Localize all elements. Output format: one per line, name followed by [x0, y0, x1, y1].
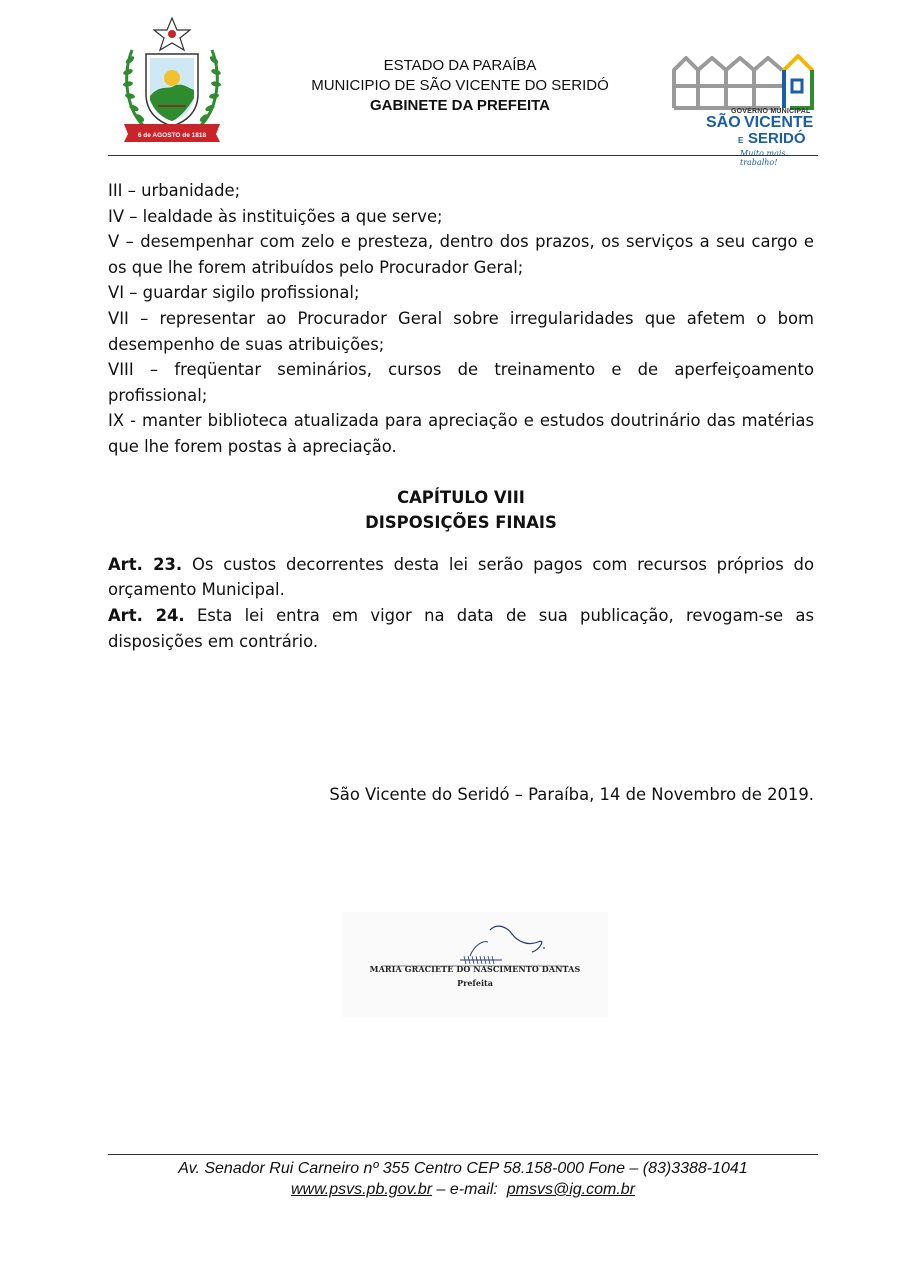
signatory-role: Prefeita: [457, 978, 493, 988]
header-office: GABINETE DA PREFEITA: [369, 97, 550, 114]
header-divider: [108, 155, 818, 156]
signatory-name: MARIA GRACIETE DO NASCIMENTO DANTAS: [369, 964, 581, 974]
article-text: Os custos decorrentes desta lei serão pagos com recursos próprios do orçamento Municipal.: [108, 554, 814, 600]
logo-slogan: Muito mais trabalho!: [740, 149, 786, 167]
email-separator: – e-mail:: [432, 1181, 507, 1198]
chapter-title: DISPOSIÇÕES FINAIS: [365, 513, 557, 533]
signature-block: [342, 912, 608, 1018]
date-place-line: São Vicente do Seridó – Paraíba, 14 de Novembro de 2019.: [329, 785, 814, 804]
logo-name-serido: SERIDÓ: [748, 130, 806, 147]
article-text: Esta lei entra em vigor na data de sua publicação, revogam-se as disposições em contrário.: [108, 605, 814, 651]
article-label: Art. 24.: [108, 605, 185, 625]
logo-government-label: GOVERNO MUNICIPAL: [731, 108, 811, 115]
email-link[interactable]: pmsvs@ig.com.br: [506, 1181, 636, 1198]
coat-of-arms-icon: [116, 16, 228, 144]
footer-divider: [108, 1154, 818, 1155]
houses-icon: [668, 50, 818, 110]
logo-name-e: E: [738, 136, 744, 145]
article-label: Art. 23.: [108, 554, 183, 574]
list-item: IV – lealdade às instituições a que serve;: [108, 206, 443, 226]
list-item: VII – representar ao Procurador Geral sobre irregularidades que afetem o bom desempenho de suas atribuições;: [108, 308, 814, 354]
list-item: VIII – freqüentar seminários, cursos de treinamento e de aperfeiçoamento profissional;: [108, 360, 814, 405]
logo-name-vicente: VICENTE: [744, 114, 814, 131]
list-item: III – urbanidade;: [108, 181, 241, 200]
list-item: V – desempenhar com zelo e presteza, dentro dos prazos, os serviços a seu cargo e os que lhe forem atribuídos pelo Procurador Geral;: [108, 232, 814, 277]
letterhead-title: [250, 56, 670, 116]
website-link[interactable]: www.psvs.pb.gov.br: [290, 1181, 433, 1198]
coat-of-arms: [116, 16, 228, 144]
header-state: ESTADO DA PARAÍBA: [383, 57, 537, 74]
handwritten-signature-icon: [342, 912, 608, 972]
logo-name-sao: SÃO: [706, 114, 741, 131]
ribbon-text: 6 de AGOSTO de 1818: [137, 132, 207, 139]
footer-address: Av. Senador Rui Carneiro nº 355 Centro CEP 58.158-000 Fone – (83)3388-1041: [178, 1160, 748, 1177]
chapter-number: CAPÍTULO VIII: [397, 487, 525, 507]
article-23: [108, 552, 814, 603]
header-municipality: MUNICIPIO DE SÃO VICENTE DO SERIDÓ: [311, 77, 609, 94]
municipal-logo: [668, 50, 818, 167]
list-item: IX - manter biblioteca atualizada para apreciação e estudos doutrinário das matérias que lhe forem postas à apreciação.: [108, 411, 814, 456]
list-item: VI – guardar sigilo profissional;: [108, 283, 360, 303]
footer: [108, 1158, 818, 1200]
article-24: [108, 603, 814, 654]
document-body: [108, 178, 814, 654]
footer-contacts: [108, 1179, 818, 1200]
